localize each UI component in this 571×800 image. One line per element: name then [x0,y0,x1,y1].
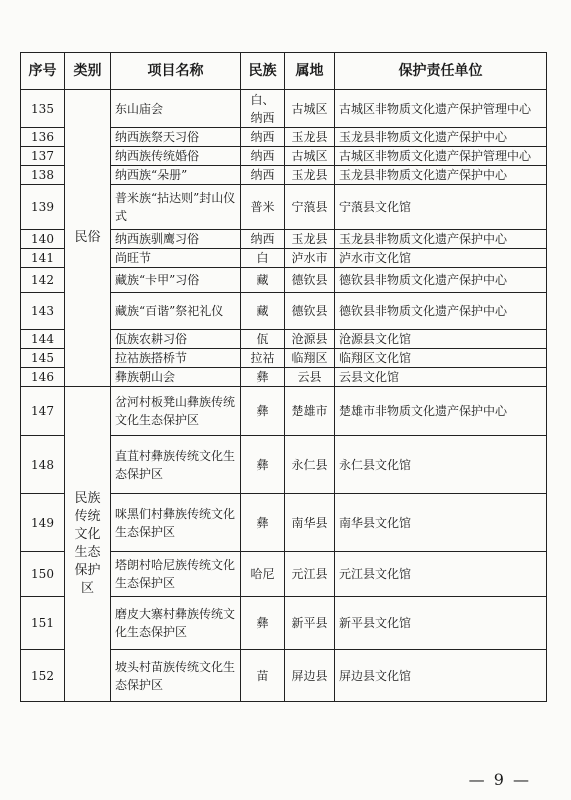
responsible-unit: 宁蒗县文化馆 [335,185,547,230]
ethnicity: 彝 [241,368,285,387]
location: 新平县 [285,597,335,650]
row-number: 143 [21,293,65,330]
project-name: 尚旺节 [111,249,241,268]
header-category: 类别 [65,53,111,90]
responsible-unit: 玉龙县非物质文化遗产保护中心 [335,128,547,147]
row-number: 150 [21,552,65,597]
category-cell: 民俗 [65,90,111,387]
ethnicity: 苗 [241,650,285,702]
responsible-unit: 临翔区文化馆 [335,349,547,368]
location: 沧源县 [285,330,335,349]
project-name: 纳西族祭天习俗 [111,128,241,147]
row-number: 137 [21,147,65,166]
project-name: 岔河村板凳山彝族传统文化生态保护区 [111,387,241,436]
ethnicity: 纳西 [241,128,285,147]
responsible-unit: 沧源县文化馆 [335,330,547,349]
ethnicity: 纳西 [241,166,285,185]
project-name: 东山庙会 [111,90,241,128]
location: 宁蒗县 [285,185,335,230]
ethnicity: 彝 [241,494,285,552]
location: 玉龙县 [285,166,335,185]
row-number: 135 [21,90,65,128]
responsible-unit: 德钦县非物质文化遗产保护中心 [335,268,547,293]
row-number: 151 [21,597,65,650]
row-number: 144 [21,330,65,349]
responsible-unit: 古城区非物质文化遗产保护管理中心 [335,90,547,128]
project-name: 磨皮大寨村彝族传统文化生态保护区 [111,597,241,650]
project-name: 普米族“拈达则”封山仪式 [111,185,241,230]
location: 屏边县 [285,650,335,702]
ethnicity: 彝 [241,436,285,494]
responsible-unit: 楚雄市非物质文化遗产保护中心 [335,387,547,436]
project-name: 纳西族“朵册” [111,166,241,185]
project-name: 佤族农耕习俗 [111,330,241,349]
heritage-table [20,52,547,702]
row-number: 145 [21,349,65,368]
row-number: 146 [21,368,65,387]
row-number: 148 [21,436,65,494]
project-name: 咪黑们村彝族传统文化生态保护区 [111,494,241,552]
row-number: 139 [21,185,65,230]
header-no: 序号 [21,53,65,90]
ethnicity: 普米 [241,185,285,230]
location: 楚雄市 [285,387,335,436]
location: 临翔区 [285,349,335,368]
project-name: 塔朗村哈尼族传统文化生态保护区 [111,552,241,597]
row-number: 138 [21,166,65,185]
project-name: 藏族“百谐”祭祀礼仪 [111,293,241,330]
header-location: 属地 [285,53,335,90]
row-number: 141 [21,249,65,268]
ethnicity: 藏 [241,293,285,330]
project-name: 坡头村苗族传统文化生态保护区 [111,650,241,702]
project-name: 纳西族驯鹰习俗 [111,230,241,249]
ethnicity: 哈尼 [241,552,285,597]
row-number: 147 [21,387,65,436]
location: 德钦县 [285,293,335,330]
ethnicity: 彝 [241,387,285,436]
responsible-unit: 屏边县文化馆 [335,650,547,702]
location: 德钦县 [285,268,335,293]
ethnicity: 白 [241,249,285,268]
responsible-unit: 南华县文化馆 [335,494,547,552]
row-number: 140 [21,230,65,249]
responsible-unit: 新平县文化馆 [335,597,547,650]
ethnicity: 拉祜 [241,349,285,368]
project-name: 拉祜族搭桥节 [111,349,241,368]
ethnicity: 藏 [241,268,285,293]
location: 云县 [285,368,335,387]
header-ethnicity: 民族 [241,53,285,90]
project-name: 纳西族传统婚俗 [111,147,241,166]
header-responsible-unit: 保护责任单位 [335,53,547,90]
row-number: 149 [21,494,65,552]
table-row [21,90,547,128]
responsible-unit: 元江县文化馆 [335,552,547,597]
responsible-unit: 玉龙县非物质文化遗产保护中心 [335,230,547,249]
location: 元江县 [285,552,335,597]
location: 玉龙县 [285,128,335,147]
location: 玉龙县 [285,230,335,249]
responsible-unit: 古城区非物质文化遗产保护管理中心 [335,147,547,166]
project-name: 彝族朝山会 [111,368,241,387]
location: 古城区 [285,147,335,166]
project-name: 直苴村彝族传统文化生态保护区 [111,436,241,494]
location: 南华县 [285,494,335,552]
ethnicity: 彝 [241,597,285,650]
project-name: 藏族“卡甲”习俗 [111,268,241,293]
location: 泸水市 [285,249,335,268]
responsible-unit: 德钦县非物质文化遗产保护中心 [335,293,547,330]
responsible-unit: 玉龙县非物质文化遗产保护中心 [335,166,547,185]
ethnicity: 白、纳西 [241,90,285,128]
table-header-row [21,53,547,90]
category-cell: 民族传统文化生态保护区 [65,387,111,702]
responsible-unit: 云县文化馆 [335,368,547,387]
responsible-unit: 泸水市文化馆 [335,249,547,268]
row-number: 142 [21,268,65,293]
responsible-unit: 永仁县文化馆 [335,436,547,494]
table-row [21,387,547,436]
ethnicity: 佤 [241,330,285,349]
location: 永仁县 [285,436,335,494]
header-project-name: 项目名称 [111,53,241,90]
ethnicity: 纳西 [241,230,285,249]
row-number: 136 [21,128,65,147]
ethnicity: 纳西 [241,147,285,166]
page-number: — 9 — [468,770,531,789]
location: 古城区 [285,90,335,128]
row-number: 152 [21,650,65,702]
